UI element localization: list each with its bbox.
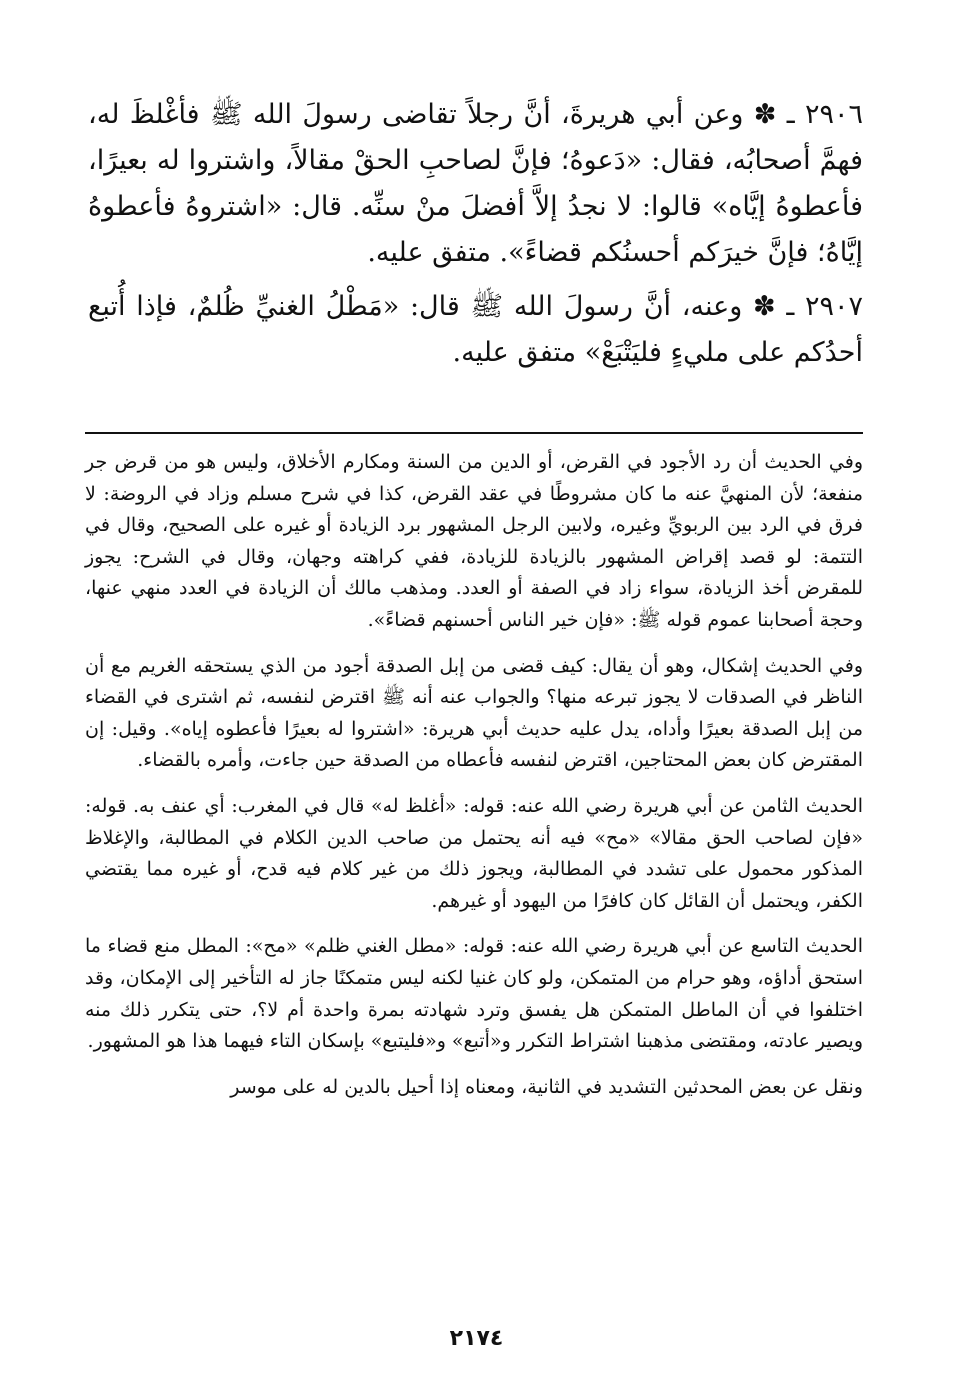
page-number: ٢١٧٤ [449,1326,504,1351]
commentary-paragraph: ونقل عن بعض المحدثين التشديد في الثانية، ومعناه إذا أحيل بالدين له على موسر [230,1075,863,1098]
commentary-paragraph: وفي الحديث إشكال، وهو أن يقال: كيف قضى من إبل الصدقة أجود من الذي يستحقه الغريم مع أن الناظر في الصدقات لا يجوز تبرعه منها؟ والجواب عنه أنه ﷺ اقترض لنفسه، ثم اشترى في القضاء من إبل الصدقة بعيرًا وأداه، يدل عليه حديث أبي هريرة: «اشتروا له بعيرًا فأعطوه إياه». وقيل: إن المقترض كان بعض المحتاجين، اقترض لنفسه فأعطاه من الصدقة حين جاءت، وأمره بالقضاء. [85,654,863,772]
hadith-2906: ٢٩٠٦ ـ ✽ وعن أبي هريرةَ، أنَّ رجلاً تقاضى رسولَ الله ﷺ فأغْلظَ له، فهمَّ أصحابُه، فقال: «دَعوهُ؛ فإنَّ لصاحبِ الحقْ مقالاً، واشتروا له بعيرًا، فأعطوهُ إيَّاه» قالوا: لا نجدُ إلاَّ أفضلَ منْ سنِّه. قال: «اشتروهُ فأعطوهُ إيَّاهُ؛ فإنَّ خيرَكم أحسنُكم قضاءً». متفق عليه. [88,99,863,268]
hadith-2907: ٢٩٠٧ ـ ✽ وعنه، أنَّ رسولَ الله ﷺ قال: «مَطْلُ الغنيِّ ظُلمٌ، فإذا أُتبع أحدُكم على مليءٍ فليَتْبَعْ» متفق عليه. [88,291,863,368]
main-text [88,92,863,384]
footnote-divider [85,432,863,434]
commentary-paragraph: وفي الحديث أن رد الأجود في القرض، أو الدين من السنة ومكارم الأخلاق، وليس هو من قرض جر منفعة؛ لأن المنهيَّ عنه ما كان مشروطًا في عقد القرض، كذا في شرح مسلم وزاد في الروضة: لا فرق في الرد بين الربويِّ وغيره، ولابين الرجل المشهور برد الزيادة أو غيره على الصحيح، وقال في التتمة: لو قصد إقراض المشهور بالزيادة للزيادة، ففي كراهته وجهان، وقال في الشرح: يجوز للمقرض أخذ الزيادة، سواء زاد في الصفة أو العدد. ومذهب مالك أن الزيادة في العدد منهي عنها، وحجة أصحابنا عموم قوله ﷺ: «فإن خير الناس أحسنهم قضاءً». [85,451,863,631]
commentary-paragraph: الحديث الثامن عن أبي هريرة رضي الله عنه: قوله: «أغلظ له» قال في المغرب: أي عنف به. قوله: «فإن لصاحب الحق مقالا» «مح» فيه أنه يحتمل من صاحب الدين الكلام في المطالبة، والإغلاظ المذكور محمول على تشدد في المطالبة، ويجوز ذلك من غير كلام فيه قدح، أو غيره مما يقتضي الكفر، ويحتمل أن القائل كان كافرًا من اليهود أو غيرهم. [85,794,863,912]
commentary [85,447,863,1117]
commentary-paragraph: الحديث التاسع عن أبي هريرة رضي الله عنه: قوله: «مطل الغني ظلم» «مح»: المطل منع قضاء ما استحق أداؤه، وهو حرام من المتمكن، ولو كان غنيا لكنه ليس متمكنًا جاز له التأخير إلى الإمكان، وقد اختلفوا في أن الماطل المتمكن هل يفسق وترد شهادته بمرة واحدة أم لا؟، حتى يتكرر ذلك منه ويصير عادته، ومقتضى مذهبنا اشتراط التكرر و«أتبع» و«فليتبع» بإسكان التاء فيهما هذا هو المشهور. [85,935,863,1053]
